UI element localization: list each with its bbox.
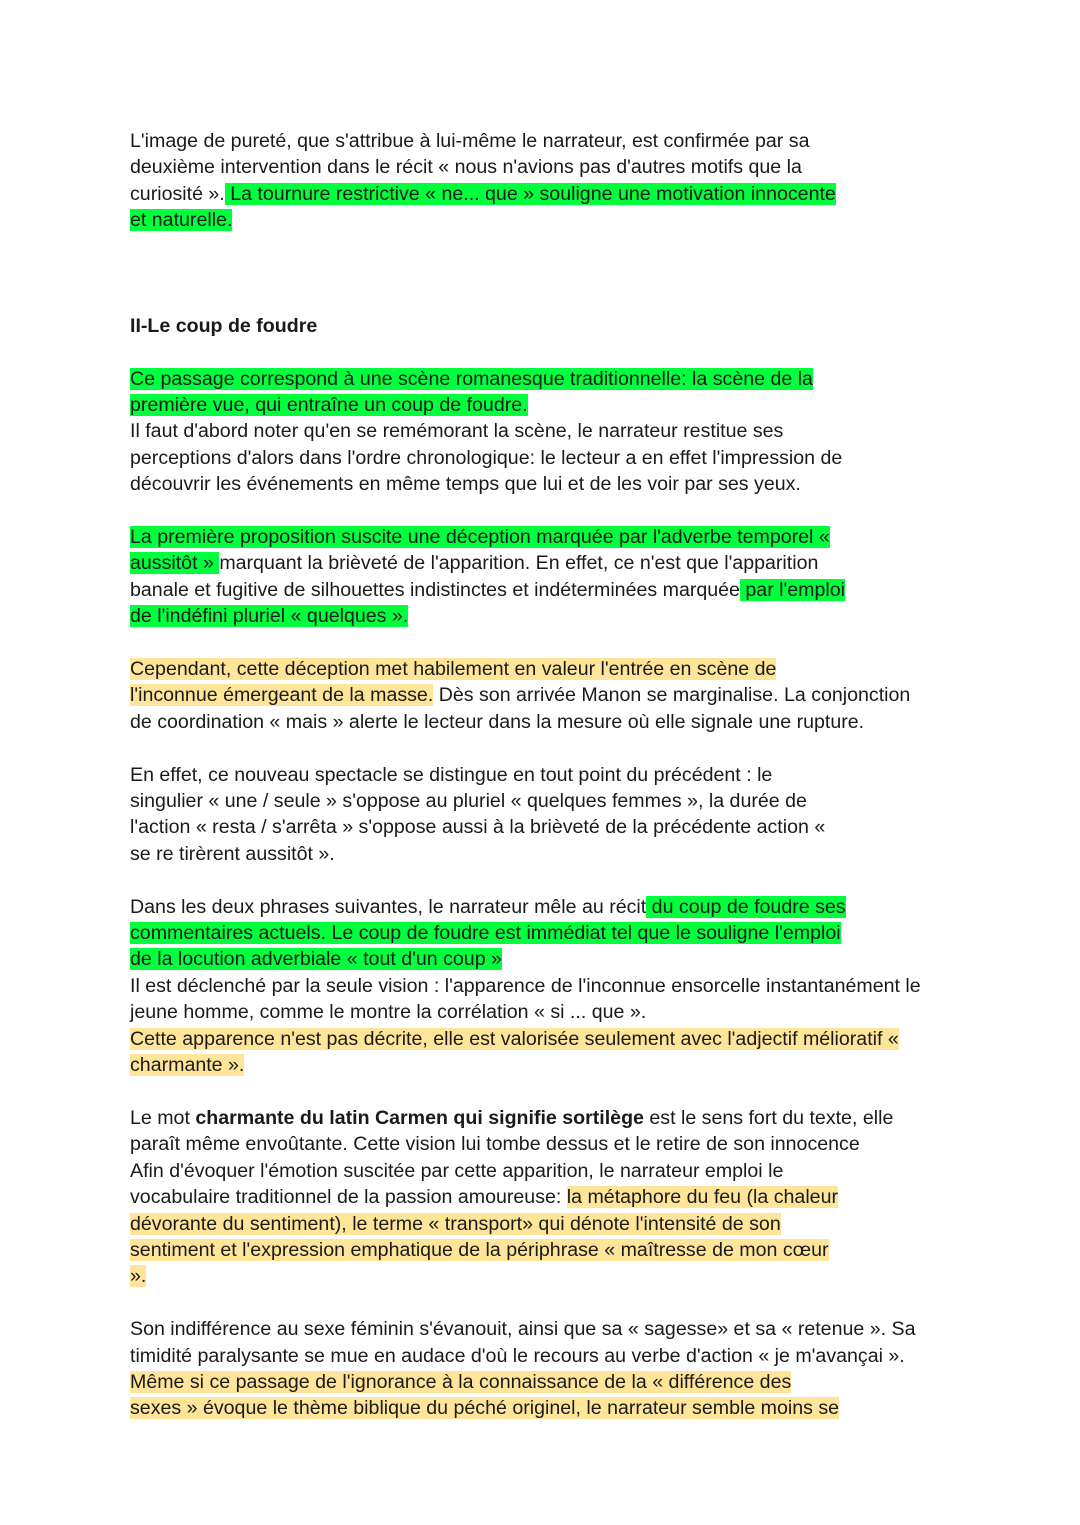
text-line: jeune homme, comme le montre la corrélation « si ... que ». — [130, 1001, 647, 1024]
text-line: est le sens fort du texte, elle — [643, 1106, 894, 1129]
text-line: Afin d'évoquer l'émotion suscitée par cette apparition, le narrateur emploi le — [130, 1159, 784, 1182]
text-line: timidité paralysante se mue en audace d'où le recours au verbe d'action « je m'avançai ». — [130, 1344, 905, 1367]
green-highlight: de la locution adverbiale « tout d'un coup » — [130, 948, 502, 971]
text-line: L'image de pureté, que s'attribue à lui-même le narrateur, est confirmée par sa — [130, 130, 810, 152]
yellow-highlight: Cette apparence n'est pas décrite, elle est valorisée seulement avec l'adjectif mélioratif « — [130, 1027, 899, 1050]
text-line: En effet, ce nouveau spectacle se distingue en tout point du précédent : le — [130, 763, 773, 786]
text-line: singulier « une / seule » s'oppose au pluriel « quelques femmes », la durée de — [130, 790, 807, 813]
document-page — [130, 128, 950, 1422]
text-line: de coordination « mais » alerte le lecteur dans la mesure où elle signale une rupture. — [130, 710, 865, 733]
yellow-highlight: charmante ». — [130, 1054, 245, 1077]
paragraph-scene — [130, 366, 950, 498]
yellow-highlight: ». — [130, 1265, 147, 1288]
text-line: Il est déclenché par la seule vision : l'apparence de l'inconnue ensorcelle instantanément le — [130, 974, 921, 997]
text-line: vocabulaire traditionnel de la passion amoureuse: — [130, 1186, 567, 1209]
yellow-highlight: l'inconnue émergeant de la masse. — [130, 684, 434, 707]
paragraph-purity — [130, 128, 950, 234]
text-line: Dès son arrivée Manon se marginalise. La conjonction — [433, 684, 911, 707]
text-line: se re tirèrent aussitôt ». — [130, 842, 335, 865]
section-title: II-Le coup de foudre — [130, 314, 318, 337]
yellow-highlight: sexes » évoque le thème biblique du péché originel, le narrateur semble moins se — [130, 1397, 840, 1420]
green-highlight: commentaires actuels. Le coup de foudre est immédiat tel que le souligne l'emploi — [130, 922, 841, 945]
green-highlight: de l'indéfini pluriel « quelques ». — [130, 605, 409, 628]
yellow-highlight: sentiment et l'expression emphatique de la périphrase « maîtresse de mon cœur — [130, 1238, 829, 1261]
paragraph-indifference — [130, 1316, 950, 1422]
text-line: Son indifférence au sexe féminin s'évanouit, ainsi que sa « sagesse» et sa « retenue ». Sa — [130, 1318, 916, 1341]
paragraph-deception — [130, 524, 950, 630]
text-line: banale et fugitive de silhouettes indistinctes et indéterminées marquée — [130, 578, 740, 601]
text-line: perceptions d'alors dans l'ordre chronologique: le lecteur a en effet l'impression de — [130, 446, 843, 469]
green-highlight: aussitôt » — [130, 552, 220, 575]
yellow-highlight: la métaphore du feu (la chaleur — [566, 1186, 838, 1209]
paragraph-coup-de-foudre — [130, 894, 950, 1079]
green-highlight: La première proposition suscite une déception marquée par l'adverbe temporel « — [130, 526, 830, 549]
green-highlight: par l'emploi — [739, 578, 845, 601]
text-line: paraît même envoûtante. Cette vision lui tombe dessus et le retire de son innocence — [130, 1133, 860, 1156]
paragraph-inconnue — [130, 656, 950, 735]
text-line: marquant la brièveté de l'apparition. En effet, ce n'est que l'apparition — [219, 552, 819, 575]
yellow-highlight: dévorante du sentiment), le terme « transport» qui dénote l'intensité de son — [130, 1212, 781, 1235]
paragraph-charmante — [130, 1105, 950, 1290]
text-line: l'action « resta / s'arrêta » s'oppose aussi à la brièveté de la précédente action « — [130, 816, 826, 839]
text-line: Le mot — [130, 1106, 196, 1129]
text-line: Il faut d'abord noter qu'en se remémorant la scène, le narrateur restitue ses — [130, 420, 784, 443]
yellow-highlight: Même si ce passage de l'ignorance à la connaissance de la « différence des — [130, 1370, 792, 1393]
bold-text: charmante du latin Carmen qui signifie sortilège — [195, 1106, 644, 1129]
green-highlight: et naturelle. — [130, 209, 233, 232]
green-highlight: du coup de foudre ses — [646, 895, 846, 918]
text-line: curiosité ». — [130, 182, 225, 205]
green-highlight: première vue, qui entraîne un coup de foudre. — [130, 394, 528, 417]
text-line: deuxième intervention dans le récit « nous n'avions pas d'autres motifs que la — [130, 156, 802, 179]
text-line: découvrir les événements en même temps que lui et de les voir par ses yeux. — [130, 473, 801, 496]
green-highlight: Ce passage correspond à une scène romanesque traditionnelle: la scène de la — [130, 367, 813, 390]
yellow-highlight: Cependant, cette déception met habilement en valeur l'entrée en scène de — [130, 658, 777, 681]
text-line: Dans les deux phrases suivantes, le narrateur mêle au récit — [130, 895, 647, 918]
green-highlight: La tournure restrictive « ne... que » souligne une motivation innocente — [224, 182, 836, 205]
paragraph-spectacle — [130, 762, 950, 868]
